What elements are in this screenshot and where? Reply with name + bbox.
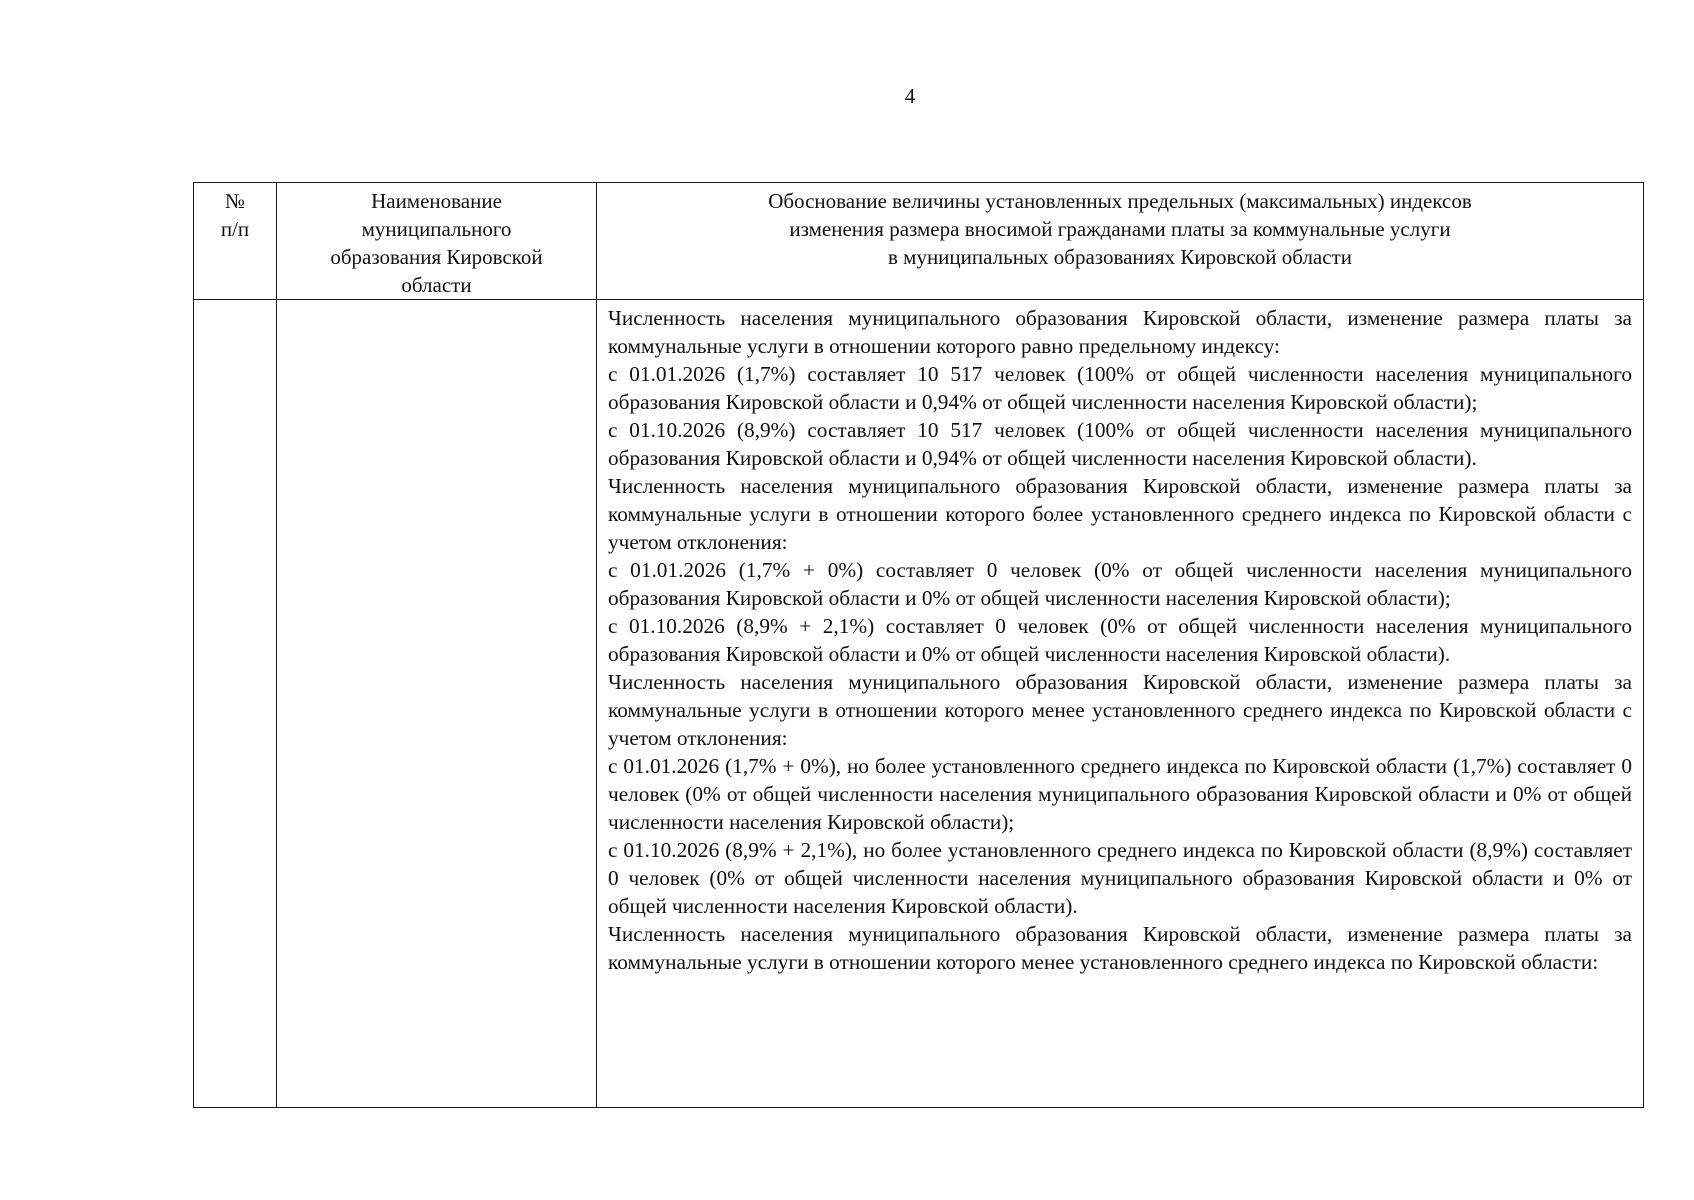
row-justification-cell	[597, 300, 1644, 1108]
header-name-line: муниципального	[361, 217, 512, 241]
table-row	[194, 300, 1644, 1108]
justification-paragraph: с 01.10.2026 (8,9% + 2,1%), но более установленного среднего индекса по Кировской области (8,9%) составляет 0 человек (0% от общей численности населения муниципального образования Кировской области и 0% от общей численности населения Кировской области).	[608, 838, 1632, 918]
header-number-cell	[194, 183, 277, 300]
header-justification-cell	[597, 183, 1644, 300]
row-number-cell	[194, 300, 277, 1108]
header-name-line: Наименование	[371, 189, 502, 213]
header-justification-line: изменения размера вносимой гражданами платы за коммунальные услуги	[789, 217, 1451, 241]
page-number: 4	[904, 84, 916, 108]
justification-paragraph: Численность населения муниципального образования Кировской области, изменение размера платы за коммунальные услуги в отношении которого менее установленного среднего индекса по Кировской области с учетом отклонения:	[608, 670, 1632, 750]
header-name-line: области	[401, 273, 472, 297]
header-justification-line: Обоснование величины установленных предельных (максимальных) индексов	[768, 189, 1472, 213]
justification-paragraph: с 01.01.2026 (1,7% + 0%) составляет 0 человек (0% от общей численности населения муниципального образования Кировской области и 0% от общей численности населения Кировской области);	[608, 558, 1632, 610]
header-number-symbol: №	[224, 189, 246, 213]
table-header-row	[194, 183, 1644, 300]
header-name-line: образования Кировской	[330, 245, 543, 269]
justification-paragraph: с 01.01.2026 (1,7% + 0%), но более установленного среднего индекса по Кировской области (1,7%) составляет 0 человек (0% от общей численности населения муниципального образования Кировской области и 0% от общей численности населения Кировской области);	[608, 754, 1632, 834]
justification-paragraph: с 01.01.2026 (1,7%) составляет 10 517 человек (100% от общей численности населения муниципального образования Кировской области и 0,94% от общей численности населения Кировской области);	[608, 362, 1632, 414]
header-name-cell	[277, 183, 597, 300]
header-justification-line: в муниципальных образованиях Кировской области	[887, 245, 1352, 269]
row-name-cell	[277, 300, 597, 1108]
header-number-abbrev: п/п	[220, 217, 250, 241]
justification-paragraph: с 01.10.2026 (8,9% + 2,1%) составляет 0 человек (0% от общей численности населения муниципального образования Кировской области и 0% от общей численности населения Кировской области).	[608, 614, 1632, 666]
justification-paragraph: Численность населения муниципального образования Кировской области, изменение размера платы за коммунальные услуги в отношении которого равно предельному индексу:	[608, 306, 1632, 358]
justification-paragraph: с 01.10.2026 (8,9%) составляет 10 517 человек (100% от общей численности населения муниципального образования Кировской области и 0,94% от общей численности населения Кировской области).	[608, 418, 1632, 470]
justification-table	[193, 182, 1644, 1108]
justification-paragraph: Численность населения муниципального образования Кировской области, изменение размера платы за коммунальные услуги в отношении которого более установленного среднего индекса по Кировской области с учетом отклонения:	[608, 474, 1632, 554]
justification-paragraph: Численность населения муниципального образования Кировской области, изменение размера платы за коммунальные услуги в отношении которого менее установленного среднего индекса по Кировской области:	[608, 922, 1632, 974]
